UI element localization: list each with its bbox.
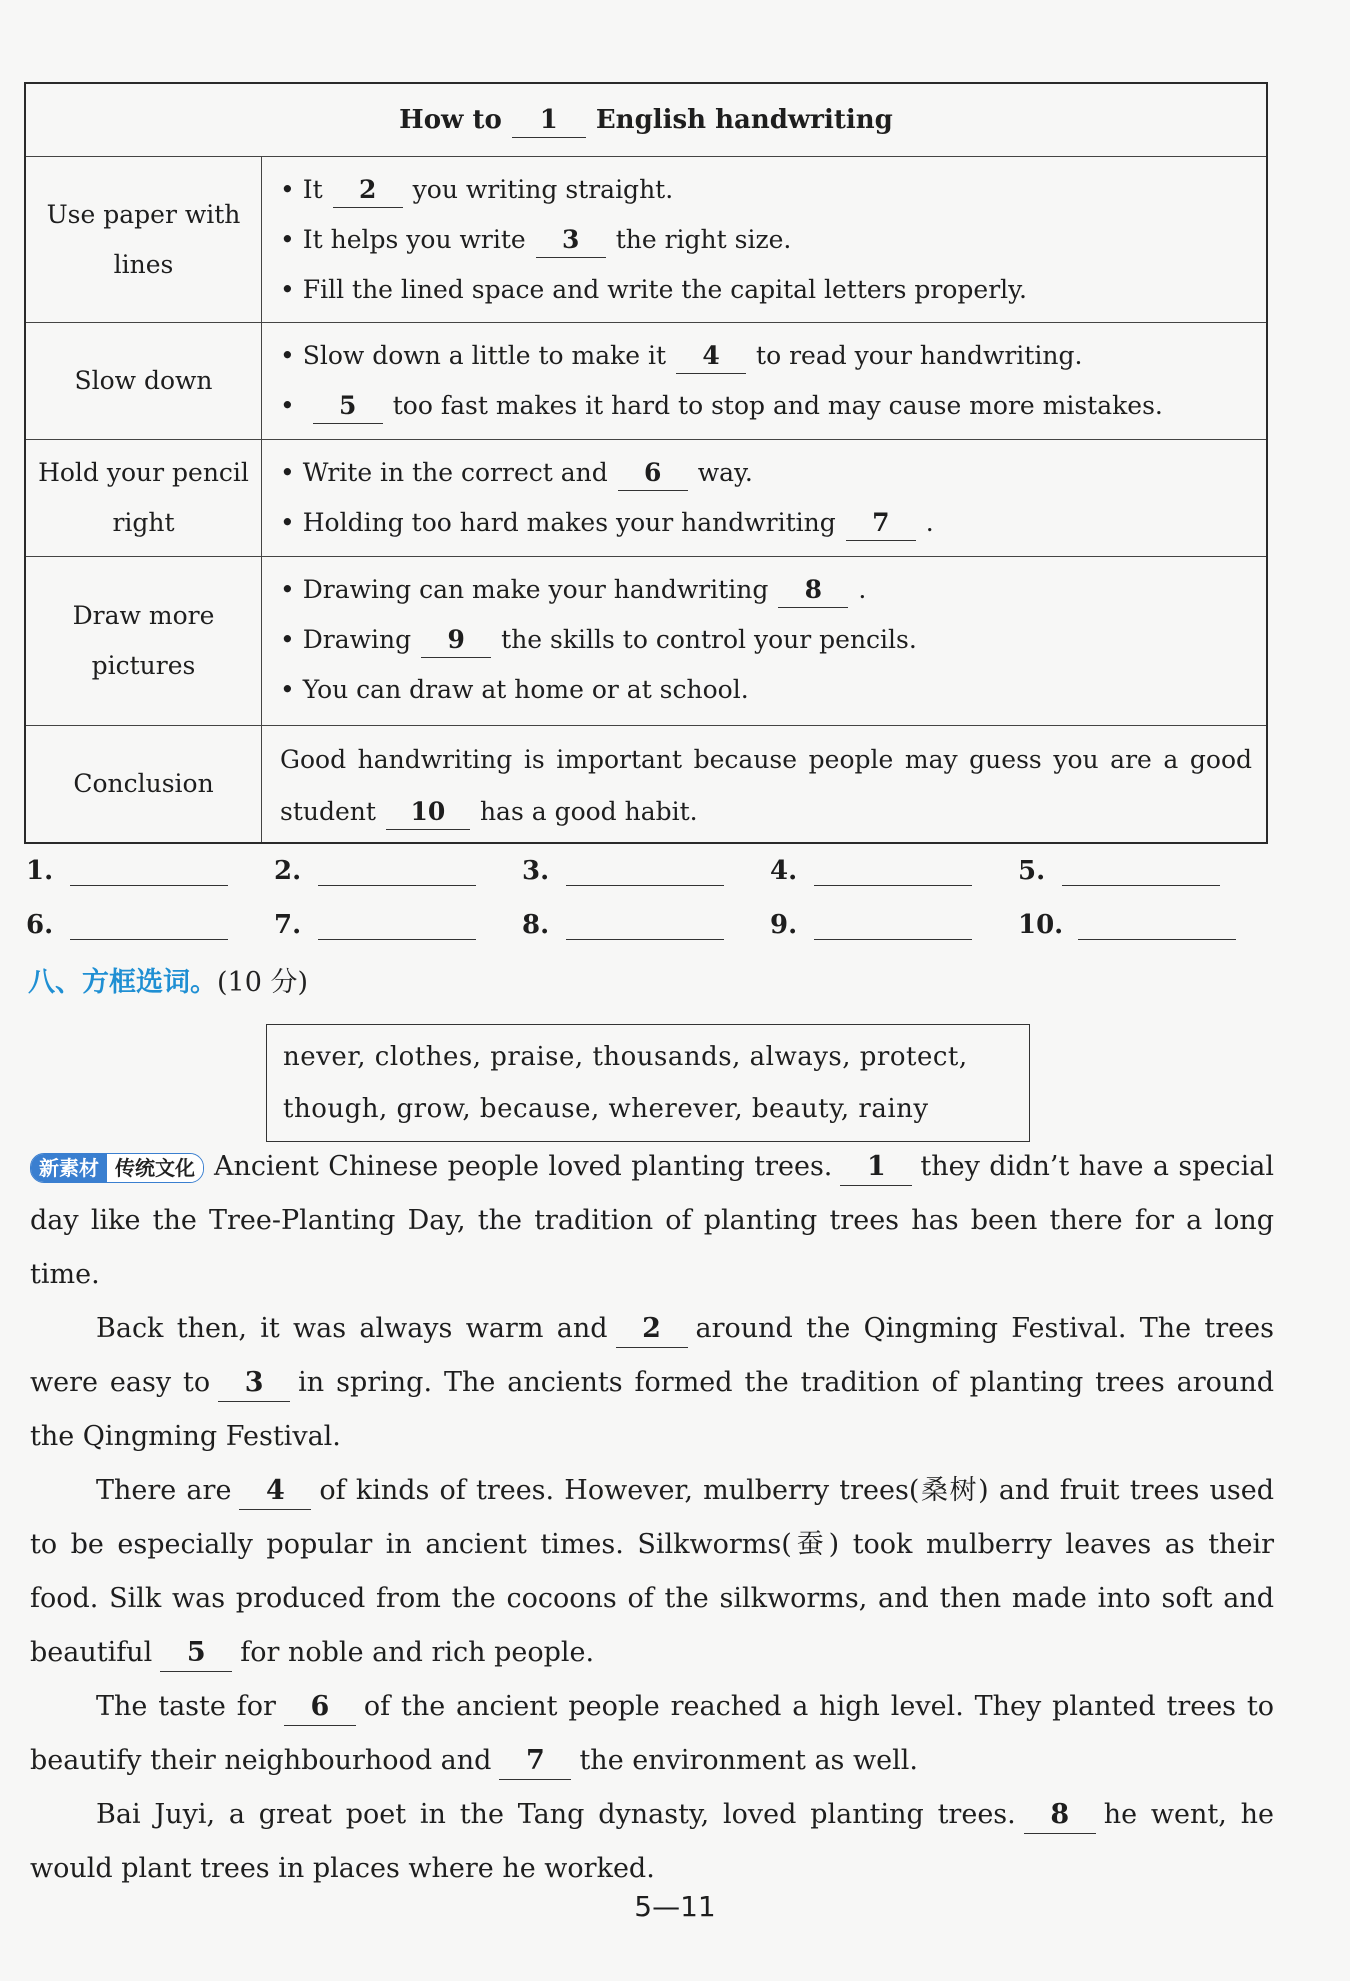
bullet-line: • It helps you write 3 the right size. [280, 215, 1252, 265]
section-points: (10 分) [217, 967, 309, 998]
paragraph: Back then, it was always warm and 2 around the Qingming Festival. The trees were easy to 3 in spring. The ancients formed the tradition of planting trees around the Qingming Festival. [30, 1313, 1274, 1452]
blank-4[interactable]: 4 [676, 339, 746, 374]
passage-blank-7[interactable]: 7 [499, 1743, 571, 1780]
table-row [26, 556, 1266, 725]
paragraph: 新素材 传统文化 Ancient Chinese people loved planting trees. 1 they didn’t have a special day like the Tree-Planting Day, the tradition of planting trees has been there for a long time. [30, 1151, 1274, 1290]
page-number: 5—11 [634, 1890, 716, 1923]
answer-line[interactable] [566, 857, 724, 886]
row-label: Slow down [26, 323, 262, 439]
bullet-line: • Drawing can make your handwriting 8 . [280, 565, 1252, 615]
answer-number: 3. [522, 856, 550, 886]
section-8-heading [28, 960, 308, 999]
table-row: Conclusion Good handwriting is important because people may guess you are a good student 10 has a good habit. [26, 725, 1266, 842]
table-title-row [26, 84, 1266, 156]
table-row [26, 322, 1266, 439]
row-label: Conclusion [26, 726, 262, 842]
answer-row [26, 910, 1266, 940]
blank-7[interactable]: 7 [846, 506, 916, 541]
bullet-line: • Slow down a little to make it 4 to read your handwriting. [280, 331, 1252, 381]
paragraph: The taste for 6 of the ancient people reached a high level. They planted trees to beautify their neighbourhood and 7 the environment as well. [30, 1680, 1274, 1788]
answer-line[interactable] [814, 857, 972, 886]
answer-line[interactable] [70, 857, 228, 886]
answer-line[interactable] [1062, 857, 1220, 886]
answer-row [26, 856, 1266, 886]
passage-blank-6[interactable]: 6 [284, 1689, 356, 1726]
bullet-line: • Drawing 9 the skills to control your pencils. [280, 615, 1252, 665]
paragraph: There are 4 of kinds of trees. However, mulberry trees(桑树) and fruit trees used to be especially popular in ancient times. Silkworms(蚕) took mulberry leaves as their food. Silk was produced from the cocoons of the silkworms, and then made into soft and beautiful 5 for noble and rich people. [30, 1464, 1274, 1680]
answer-line[interactable] [318, 857, 476, 886]
blank-5[interactable]: 5 [313, 389, 383, 424]
row-label: Hold your pencil right [26, 440, 262, 556]
answer-line[interactable] [814, 911, 972, 940]
blank-6[interactable]: 6 [618, 456, 688, 491]
passage-blank-3[interactable]: 3 [218, 1365, 290, 1402]
bullet-line: • 5 too fast makes it hard to stop and may cause more mistakes. [280, 381, 1252, 431]
blank-1[interactable]: 1 [512, 103, 586, 138]
answer-line[interactable] [1078, 911, 1236, 940]
row-label: Draw more pictures [26, 557, 262, 725]
table-title-pre: How to [399, 105, 502, 135]
answer-line[interactable] [566, 911, 724, 940]
blank-9[interactable]: 9 [421, 623, 491, 658]
answer-number: 7. [274, 910, 302, 940]
bullet-line: • You can draw at home or at school. [280, 675, 749, 704]
answer-number: 9. [770, 910, 798, 940]
answer-number: 6. [26, 910, 54, 940]
bullet-line: • Fill the lined space and write the capital letters properly. [280, 275, 1027, 304]
section-title: 八、方框选词。 [28, 967, 217, 998]
answer-number: 8. [522, 910, 550, 940]
answer-number: 4. [770, 856, 798, 886]
answer-number: 1. [26, 856, 54, 886]
blank-2[interactable]: 2 [333, 173, 403, 208]
handwriting-table [24, 82, 1268, 844]
word-bank-line: though, grow, because, wherever, beauty, rainy [283, 1094, 929, 1124]
conclusion-text: Good handwriting is important because people may guess you are a good student [280, 745, 1252, 826]
passage-blank-2[interactable]: 2 [616, 1311, 688, 1348]
source-tag: 新素材 传统文化 [30, 1153, 204, 1183]
table-row [26, 439, 1266, 556]
reading-passage [30, 1140, 1274, 1896]
bullet-line: • Write in the correct and 6 way. [280, 448, 1252, 498]
row-label: Use paper with lines [26, 157, 262, 322]
passage-blank-5[interactable]: 5 [160, 1635, 232, 1672]
answer-line[interactable] [70, 911, 228, 940]
answer-number: 5. [1018, 856, 1046, 886]
blank-3[interactable]: 3 [536, 223, 606, 258]
passage-blank-8[interactable]: 8 [1024, 1797, 1096, 1834]
paragraph: Bai Juyi, a great poet in the Tang dynasty, loved planting trees. 8 he went, he would plant trees in places where he worked. [30, 1799, 1274, 1884]
table-row [26, 156, 1266, 322]
answer-number: 2. [274, 856, 302, 886]
table-title-post: English handwriting [595, 105, 893, 135]
answer-line[interactable] [318, 911, 476, 940]
blank-8[interactable]: 8 [778, 573, 848, 608]
passage-blank-1[interactable]: 1 [840, 1149, 912, 1186]
word-bank-line: never, clothes, praise, thousands, always, protect, [283, 1042, 968, 1072]
blank-10[interactable]: 10 [386, 795, 470, 830]
word-bank [266, 1024, 1030, 1142]
answer-number: 10. [1018, 910, 1064, 940]
passage-blank-4[interactable]: 4 [239, 1473, 311, 1510]
bullet-line: • Holding too hard makes your handwriting 7 . [280, 498, 1252, 548]
bullet-line: • It 2 you writing straight. [280, 165, 1252, 215]
